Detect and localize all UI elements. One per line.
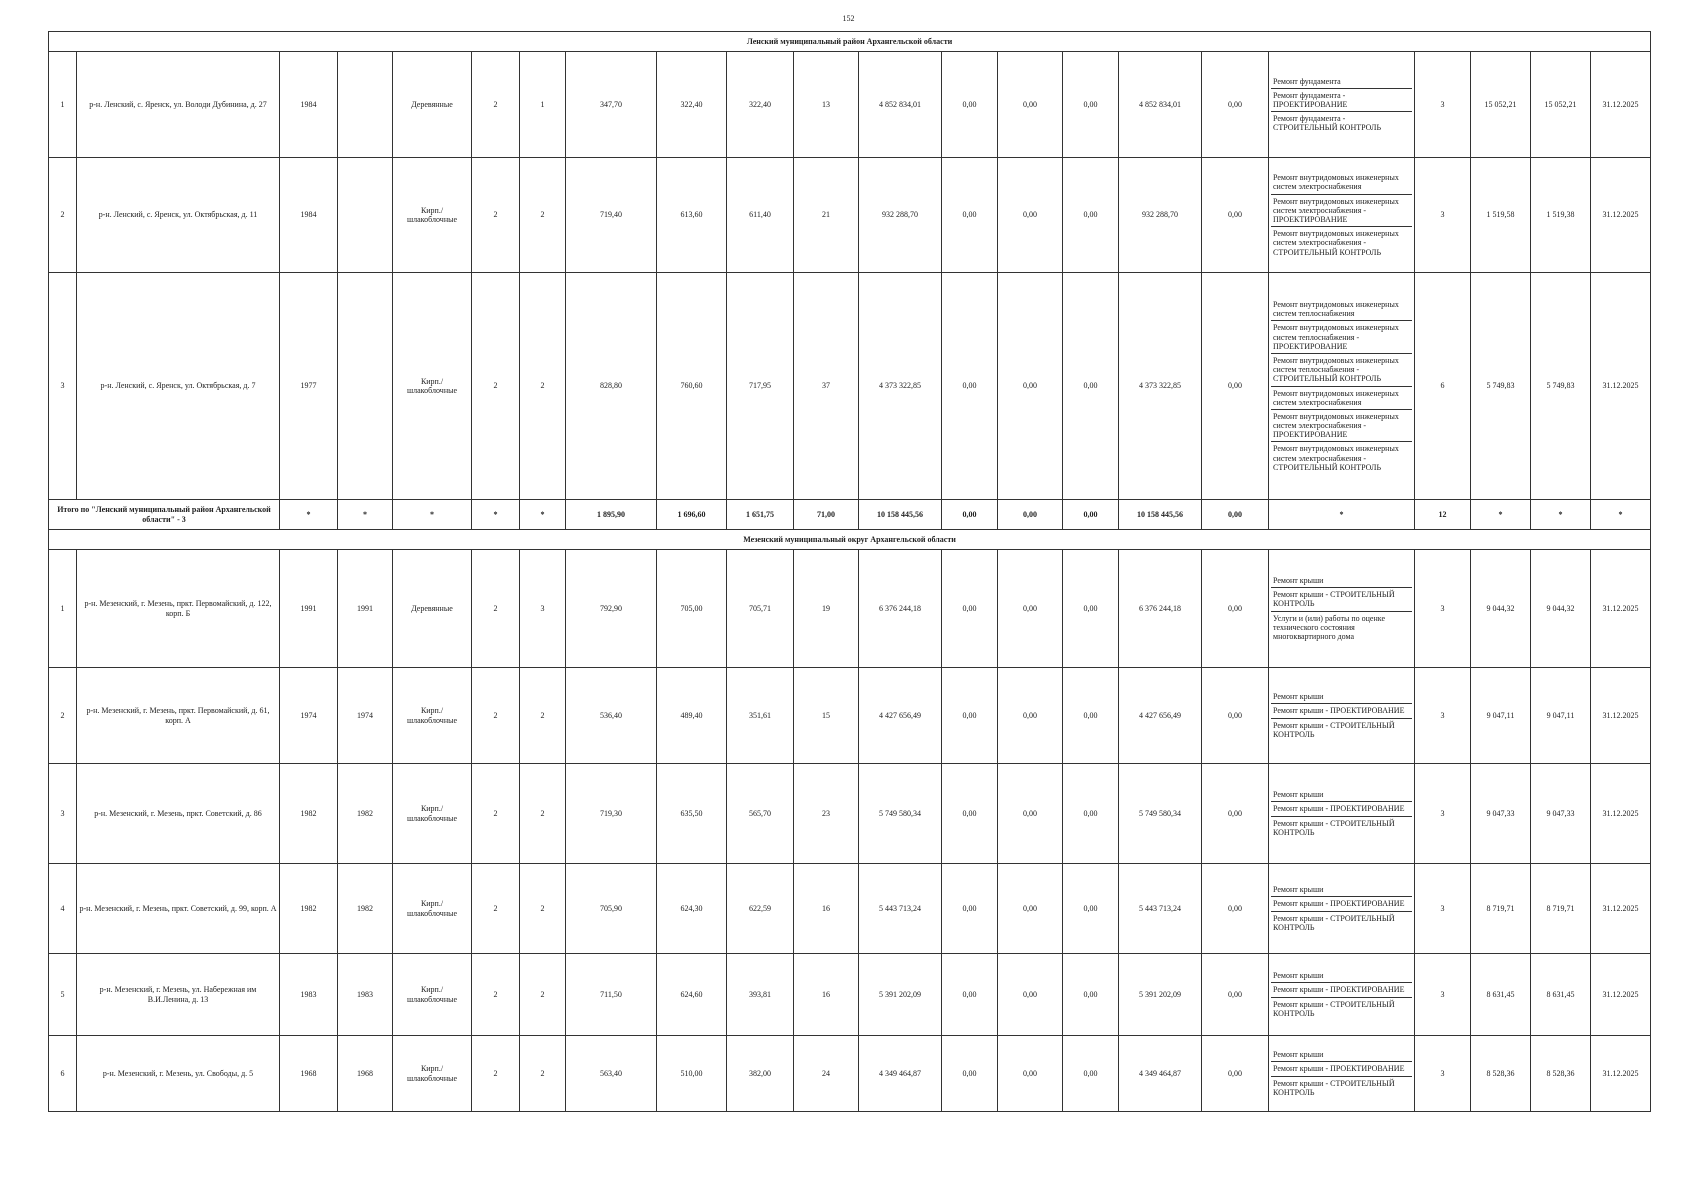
limit-cost-cell: 8 528,36 xyxy=(1531,1036,1591,1112)
deadline-cell: 31.12.2025 xyxy=(1591,52,1651,158)
works-count-cell: 3 xyxy=(1415,550,1471,668)
work-item: Ремонт фундамента - ПРОЕКТИРОВАНИЕ xyxy=(1271,89,1412,112)
limit-cost-cell: 15 052,21 xyxy=(1531,52,1591,158)
year-built-cell: 1984 xyxy=(280,158,338,273)
table-row xyxy=(49,52,1651,158)
work-item: Ремонт фундамента - СТРОИТЕЛЬНЫЙ КОНТРОЛЬ xyxy=(1273,114,1382,133)
deadline-cell: 31.12.2025 xyxy=(1591,864,1651,954)
cost-total-cell: 6 376 244,18 xyxy=(859,550,942,668)
works-count-cell: 3 xyxy=(1415,158,1471,273)
table-row xyxy=(49,550,1651,668)
page-number: 152 xyxy=(842,14,855,23)
fund-1-cell: 0,00 xyxy=(942,52,998,158)
row-number: 3 xyxy=(49,764,77,864)
fund-2-cell: 0,00 xyxy=(998,764,1063,864)
area-total-cell: 347,70 xyxy=(566,52,657,158)
area-total-cell: 828,80 xyxy=(566,273,657,500)
fund-owners-cell: 932 288,70 xyxy=(1119,158,1202,273)
fund-2-cell: 0,00 xyxy=(998,1036,1063,1112)
residents-cell: 37 xyxy=(794,273,859,500)
section-title: Ленский муниципальный район Архангельской области xyxy=(49,32,1651,52)
area-premises-cell: 510,00 xyxy=(657,1036,727,1112)
total-area-residential: 1 651,75 xyxy=(727,500,794,530)
address-cell: р-н. Мезенский, г. Мезень, пркт. Первомайский, д. 122, корп. Б xyxy=(77,550,280,668)
residents-cell: 24 xyxy=(794,1036,859,1112)
entrances-cell: 2 xyxy=(520,273,566,500)
entrances-cell: 2 xyxy=(520,158,566,273)
works-cell xyxy=(1269,764,1415,864)
year-built-cell: 1982 xyxy=(280,864,338,954)
row-number: 6 xyxy=(49,1036,77,1112)
table-row xyxy=(49,864,1651,954)
works-cell xyxy=(1269,52,1415,158)
area-residential-cell: 611,40 xyxy=(727,158,794,273)
area-premises-cell: 489,40 xyxy=(657,668,727,764)
total-area-total: 1 895,90 xyxy=(566,500,657,530)
area-residential-cell: 351,61 xyxy=(727,668,794,764)
works-list xyxy=(1271,298,1412,474)
fund-2-cell: 0,00 xyxy=(998,668,1063,764)
table-row xyxy=(49,273,1651,500)
section-header-row xyxy=(49,32,1651,52)
area-total-cell: 563,40 xyxy=(566,1036,657,1112)
cost-total-cell: 4 427 656,49 xyxy=(859,668,942,764)
works-cell xyxy=(1269,1036,1415,1112)
total-residents: 71,00 xyxy=(794,500,859,530)
address-cell: р-н. Мезенский, г. Мезень, пркт. Первомайский, д. 61, корп. А xyxy=(77,668,280,764)
works-list xyxy=(1271,75,1412,135)
year-commissioning-cell: 1983 xyxy=(338,954,393,1036)
total-dash: * xyxy=(520,500,566,530)
floors-cell: 2 xyxy=(472,668,520,764)
total-dash: * xyxy=(1531,500,1591,530)
area-residential-cell: 382,00 xyxy=(727,1036,794,1112)
wall-cell: Кирп./ шлакоблочные xyxy=(393,158,472,273)
row-number: 1 xyxy=(49,550,77,668)
unit-cost-cell: 5 749,83 xyxy=(1471,273,1531,500)
work-item: Ремонт крыши - ПРОЕКТИРОВАНИЕ xyxy=(1271,802,1412,816)
limit-cost-cell: 8 631,45 xyxy=(1531,954,1591,1036)
works-count-cell: 3 xyxy=(1415,668,1471,764)
unit-cost-cell: 9 044,32 xyxy=(1471,550,1531,668)
limit-cost-cell: 1 519,38 xyxy=(1531,158,1591,273)
unit-cost-cell: 1 519,58 xyxy=(1471,158,1531,273)
fund-1-cell: 0,00 xyxy=(942,550,998,668)
fund-2-cell: 0,00 xyxy=(998,550,1063,668)
area-total-cell: 719,30 xyxy=(566,764,657,864)
residents-cell: 16 xyxy=(794,954,859,1036)
fund-1-cell: 0,00 xyxy=(942,954,998,1036)
works-list xyxy=(1271,1048,1412,1099)
limit-cost-cell: 8 719,71 xyxy=(1531,864,1591,954)
address-cell: р-н. Мезенский, г. Мезень, ул. Набережная им В.И.Ленина, д. 13 xyxy=(77,954,280,1036)
entrances-cell: 2 xyxy=(520,668,566,764)
table-row xyxy=(49,668,1651,764)
fund-1-cell: 0,00 xyxy=(942,158,998,273)
area-premises-cell: 705,00 xyxy=(657,550,727,668)
fund-owners-cell: 4 349 464,87 xyxy=(1119,1036,1202,1112)
year-built-cell: 1982 xyxy=(280,764,338,864)
works-cell xyxy=(1269,158,1415,273)
fund-owners-cell: 4 373 322,85 xyxy=(1119,273,1202,500)
entrances-cell: 2 xyxy=(520,954,566,1036)
work-item: Ремонт крыши - СТРОИТЕЛЬНЫЙ КОНТРОЛЬ xyxy=(1273,1078,1395,1097)
address-cell: р-н. Мезенский, г. Мезень, ул. Свободы, д. 5 xyxy=(77,1036,280,1112)
fund-2-cell: 0,00 xyxy=(998,954,1063,1036)
works-count-cell: 6 xyxy=(1415,273,1471,500)
works-count-cell: 3 xyxy=(1415,1036,1471,1112)
year-built-cell: 1991 xyxy=(280,550,338,668)
deadline-cell: 31.12.2025 xyxy=(1591,273,1651,500)
total-dash: * xyxy=(393,500,472,530)
wall-cell: Кирп./ шлакоблочные xyxy=(393,1036,472,1112)
row-number: 4 xyxy=(49,864,77,954)
fund-2-cell: 0,00 xyxy=(998,52,1063,158)
work-item: Ремонт крыши - СТРОИТЕЛЬНЫЙ КОНТРОЛЬ xyxy=(1273,720,1395,739)
fund-2-cell: 0,00 xyxy=(998,864,1063,954)
work-item: Ремонт крыши xyxy=(1271,788,1412,802)
total-dash: * xyxy=(472,500,520,530)
year-built-cell: 1977 xyxy=(280,273,338,500)
deadline-cell: 31.12.2025 xyxy=(1591,668,1651,764)
table-row xyxy=(49,764,1651,864)
fund-3-cell: 0,00 xyxy=(1063,158,1119,273)
area-total-cell: 536,40 xyxy=(566,668,657,764)
work-item: Ремонт крыши - ПРОЕКТИРОВАНИЕ xyxy=(1271,1062,1412,1076)
cost-total-cell: 932 288,70 xyxy=(859,158,942,273)
work-item: Ремонт крыши - ПРОЕКТИРОВАНИЕ xyxy=(1271,983,1412,997)
area-residential-cell: 717,95 xyxy=(727,273,794,500)
fund-other-cell: 0,00 xyxy=(1202,550,1269,668)
year-built-cell: 1984 xyxy=(280,52,338,158)
fund-other-cell: 0,00 xyxy=(1202,864,1269,954)
area-residential-cell: 322,40 xyxy=(727,52,794,158)
fund-owners-cell: 5 443 713,24 xyxy=(1119,864,1202,954)
area-total-cell: 711,50 xyxy=(566,954,657,1036)
cost-total-cell: 4 852 834,01 xyxy=(859,52,942,158)
works-list xyxy=(1271,969,1412,1020)
works-count-cell: 3 xyxy=(1415,864,1471,954)
floors-cell: 2 xyxy=(472,273,520,500)
section-header-row xyxy=(49,530,1651,550)
cost-total-cell: 4 349 464,87 xyxy=(859,1036,942,1112)
area-premises-cell: 624,60 xyxy=(657,954,727,1036)
entrances-cell: 2 xyxy=(520,764,566,864)
total-fund-3: 0,00 xyxy=(1063,500,1119,530)
year-built-cell: 1968 xyxy=(280,1036,338,1112)
fund-other-cell: 0,00 xyxy=(1202,52,1269,158)
residents-cell: 23 xyxy=(794,764,859,864)
fund-3-cell: 0,00 xyxy=(1063,550,1119,668)
works-count-cell: 3 xyxy=(1415,954,1471,1036)
fund-2-cell: 0,00 xyxy=(998,158,1063,273)
area-premises-cell: 760,60 xyxy=(657,273,727,500)
cost-total-cell: 5 391 202,09 xyxy=(859,954,942,1036)
deadline-cell: 31.12.2025 xyxy=(1591,550,1651,668)
unit-cost-cell: 8 719,71 xyxy=(1471,864,1531,954)
cost-total-cell: 4 373 322,85 xyxy=(859,273,942,500)
year-commissioning-cell xyxy=(338,158,393,273)
works-list xyxy=(1271,788,1412,839)
residents-cell: 19 xyxy=(794,550,859,668)
total-fund-owners: 10 158 445,56 xyxy=(1119,500,1202,530)
fund-3-cell: 0,00 xyxy=(1063,764,1119,864)
works-cell xyxy=(1269,864,1415,954)
address-cell: р-н. Ленский, с. Яренск, ул. Володи Дубинина, д. 27 xyxy=(77,52,280,158)
works-cell xyxy=(1269,550,1415,668)
area-premises-cell: 613,60 xyxy=(657,158,727,273)
total-dash: * xyxy=(280,500,338,530)
table-row xyxy=(49,158,1651,273)
residents-cell: 15 xyxy=(794,668,859,764)
cost-total-cell: 5 749 580,34 xyxy=(859,764,942,864)
area-total-cell: 792,90 xyxy=(566,550,657,668)
work-item: Ремонт крыши - СТРОИТЕЛЬНЫЙ КОНТРОЛЬ xyxy=(1271,588,1412,611)
year-commissioning-cell xyxy=(338,52,393,158)
wall-cell: Деревянные xyxy=(393,52,472,158)
work-item: Ремонт внутридомовых инженерных систем электроснабжения - ПРОЕКТИРОВАНИЕ xyxy=(1271,195,1412,228)
fund-3-cell: 0,00 xyxy=(1063,52,1119,158)
fund-other-cell: 0,00 xyxy=(1202,954,1269,1036)
total-fund-1: 0,00 xyxy=(942,500,998,530)
entrances-cell: 1 xyxy=(520,52,566,158)
work-item: Услуги и (или) работы по оценке технического состояния многоквартирного дома xyxy=(1273,613,1385,641)
wall-cell: Кирп./ шлакоблочные xyxy=(393,764,472,864)
address-cell: р-н. Мезенский, г. Мезень, пркт. Советский, д. 99, корп. А xyxy=(77,864,280,954)
residents-cell: 13 xyxy=(794,52,859,158)
work-item: Ремонт фундамента xyxy=(1271,75,1412,89)
work-item: Ремонт крыши - ПРОЕКТИРОВАНИЕ xyxy=(1271,897,1412,911)
works-list xyxy=(1271,690,1412,741)
works-list xyxy=(1271,883,1412,934)
total-row xyxy=(49,500,1651,530)
work-item: Ремонт крыши xyxy=(1271,690,1412,704)
unit-cost-cell: 8 528,36 xyxy=(1471,1036,1531,1112)
fund-owners-cell: 6 376 244,18 xyxy=(1119,550,1202,668)
total-dash: * xyxy=(338,500,393,530)
year-commissioning-cell xyxy=(338,273,393,500)
row-number: 5 xyxy=(49,954,77,1036)
address-cell: р-н. Ленский, с. Яренск, ул. Октябрьская, д. 11 xyxy=(77,158,280,273)
area-total-cell: 719,40 xyxy=(566,158,657,273)
residents-cell: 21 xyxy=(794,158,859,273)
works-cell xyxy=(1269,668,1415,764)
total-dash: * xyxy=(1471,500,1531,530)
work-item: Ремонт внутридомовых инженерных систем теплоснабжения - ПРОЕКТИРОВАНИЕ xyxy=(1271,321,1412,354)
limit-cost-cell: 9 047,11 xyxy=(1531,668,1591,764)
fund-owners-cell: 4 852 834,01 xyxy=(1119,52,1202,158)
unit-cost-cell: 9 047,11 xyxy=(1471,668,1531,764)
works-list xyxy=(1271,574,1412,643)
year-built-cell: 1974 xyxy=(280,668,338,764)
table-row xyxy=(49,954,1651,1036)
work-item: Ремонт внутридомовых инженерных систем теплоснабжения - СТРОИТЕЛЬНЫЙ КОНТРОЛЬ xyxy=(1271,354,1412,387)
works-cell xyxy=(1269,273,1415,500)
fund-3-cell: 0,00 xyxy=(1063,1036,1119,1112)
limit-cost-cell: 9 047,33 xyxy=(1531,764,1591,864)
works-count-cell: 3 xyxy=(1415,764,1471,864)
total-works-count: 12 xyxy=(1415,500,1471,530)
works-count-cell: 3 xyxy=(1415,52,1471,158)
residents-cell: 16 xyxy=(794,864,859,954)
fund-2-cell: 0,00 xyxy=(998,273,1063,500)
wall-cell: Кирп./ шлакоблочные xyxy=(393,954,472,1036)
total-fund-other: 0,00 xyxy=(1202,500,1269,530)
limit-cost-cell: 5 749,83 xyxy=(1531,273,1591,500)
row-number: 2 xyxy=(49,668,77,764)
unit-cost-cell: 9 047,33 xyxy=(1471,764,1531,864)
fund-3-cell: 0,00 xyxy=(1063,954,1119,1036)
section-title: Мезенский муниципальный округ Архангельской области xyxy=(49,530,1651,550)
wall-cell: Деревянные xyxy=(393,550,472,668)
area-premises-cell: 635,50 xyxy=(657,764,727,864)
area-total-cell: 705,90 xyxy=(566,864,657,954)
wall-cell: Кирп./ шлакоблочные xyxy=(393,668,472,764)
row-number: 1 xyxy=(49,52,77,158)
fund-1-cell: 0,00 xyxy=(942,273,998,500)
work-item: Ремонт крыши - СТРОИТЕЛЬНЫЙ КОНТРОЛЬ xyxy=(1273,999,1395,1018)
work-item: Ремонт крыши - СТРОИТЕЛЬНЫЙ КОНТРОЛЬ xyxy=(1273,913,1395,932)
cost-total-cell: 5 443 713,24 xyxy=(859,864,942,954)
fund-other-cell: 0,00 xyxy=(1202,273,1269,500)
year-built-cell: 1983 xyxy=(280,954,338,1036)
deadline-cell: 31.12.2025 xyxy=(1591,954,1651,1036)
work-item: Ремонт внутридомовых инженерных систем электроснабжения - ПРОЕКТИРОВАНИЕ xyxy=(1271,410,1412,443)
floors-cell: 2 xyxy=(472,550,520,668)
area-residential-cell: 622,59 xyxy=(727,864,794,954)
work-item: Ремонт крыши xyxy=(1271,574,1412,588)
work-item: Ремонт внутридомовых инженерных систем электроснабжения - СТРОИТЕЛЬНЫЙ КОНТРОЛЬ xyxy=(1273,444,1399,472)
wall-cell: Кирп./ шлакоблочные xyxy=(393,273,472,500)
work-item: Ремонт крыши xyxy=(1271,883,1412,897)
unit-cost-cell: 15 052,21 xyxy=(1471,52,1531,158)
area-residential-cell: 565,70 xyxy=(727,764,794,864)
unit-cost-cell: 8 631,45 xyxy=(1471,954,1531,1036)
fund-1-cell: 0,00 xyxy=(942,1036,998,1112)
fund-other-cell: 0,00 xyxy=(1202,1036,1269,1112)
deadline-cell: 31.12.2025 xyxy=(1591,764,1651,864)
entrances-cell: 3 xyxy=(520,550,566,668)
total-dash: * xyxy=(1269,500,1415,530)
year-commissioning-cell: 1982 xyxy=(338,864,393,954)
work-item: Ремонт внутридомовых инженерных систем электроснабжения xyxy=(1271,171,1412,194)
total-cost-total: 10 158 445,56 xyxy=(859,500,942,530)
year-commissioning-cell: 1982 xyxy=(338,764,393,864)
table-row xyxy=(49,1036,1651,1112)
address-cell: р-н. Ленский, с. Яренск, ул. Октябрьская, д. 7 xyxy=(77,273,280,500)
works-cell xyxy=(1269,954,1415,1036)
wall-cell: Кирп./ шлакоблочные xyxy=(393,864,472,954)
register-table xyxy=(48,31,1651,1112)
year-commissioning-cell: 1991 xyxy=(338,550,393,668)
area-residential-cell: 393,81 xyxy=(727,954,794,1036)
total-fund-2: 0,00 xyxy=(998,500,1063,530)
floors-cell: 2 xyxy=(472,52,520,158)
total-dash: * xyxy=(1591,500,1651,530)
year-commissioning-cell: 1968 xyxy=(338,1036,393,1112)
work-item: Ремонт крыши - СТРОИТЕЛЬНЫЙ КОНТРОЛЬ xyxy=(1273,818,1395,837)
floors-cell: 2 xyxy=(472,954,520,1036)
row-number: 3 xyxy=(49,273,77,500)
fund-owners-cell: 4 427 656,49 xyxy=(1119,668,1202,764)
fund-1-cell: 0,00 xyxy=(942,668,998,764)
entrances-cell: 2 xyxy=(520,1036,566,1112)
work-item: Ремонт крыши - ПРОЕКТИРОВАНИЕ xyxy=(1271,704,1412,718)
area-premises-cell: 322,40 xyxy=(657,52,727,158)
floors-cell: 2 xyxy=(472,764,520,864)
address-cell: р-н. Мезенский, г. Мезень, пркт. Советский, д. 86 xyxy=(77,764,280,864)
work-item: Ремонт крыши xyxy=(1271,1048,1412,1062)
fund-other-cell: 0,00 xyxy=(1202,158,1269,273)
row-number: 2 xyxy=(49,158,77,273)
fund-3-cell: 0,00 xyxy=(1063,668,1119,764)
fund-owners-cell: 5 749 580,34 xyxy=(1119,764,1202,864)
limit-cost-cell: 9 044,32 xyxy=(1531,550,1591,668)
work-item: Ремонт внутридомовых инженерных систем электроснабжения - СТРОИТЕЛЬНЫЙ КОНТРОЛЬ xyxy=(1273,229,1399,257)
fund-other-cell: 0,00 xyxy=(1202,668,1269,764)
fund-1-cell: 0,00 xyxy=(942,764,998,864)
work-item: Ремонт крыши xyxy=(1271,969,1412,983)
works-list xyxy=(1271,171,1412,259)
entrances-cell: 2 xyxy=(520,864,566,954)
fund-owners-cell: 5 391 202,09 xyxy=(1119,954,1202,1036)
area-residential-cell: 705,71 xyxy=(727,550,794,668)
deadline-cell: 31.12.2025 xyxy=(1591,1036,1651,1112)
fund-1-cell: 0,00 xyxy=(942,864,998,954)
deadline-cell: 31.12.2025 xyxy=(1591,158,1651,273)
floors-cell: 2 xyxy=(472,158,520,273)
fund-3-cell: 0,00 xyxy=(1063,273,1119,500)
total-label: Итого по "Ленский муниципальный район Архангельской области" - 3 xyxy=(49,500,280,530)
work-item: Ремонт внутридомовых инженерных систем теплоснабжения xyxy=(1271,298,1412,321)
fund-other-cell: 0,00 xyxy=(1202,764,1269,864)
fund-3-cell: 0,00 xyxy=(1063,864,1119,954)
floors-cell: 2 xyxy=(472,864,520,954)
area-premises-cell: 624,30 xyxy=(657,864,727,954)
work-item: Ремонт внутридомовых инженерных систем электроснабжения xyxy=(1271,387,1412,410)
total-area-premises: 1 696,60 xyxy=(657,500,727,530)
floors-cell: 2 xyxy=(472,1036,520,1112)
year-commissioning-cell: 1974 xyxy=(338,668,393,764)
